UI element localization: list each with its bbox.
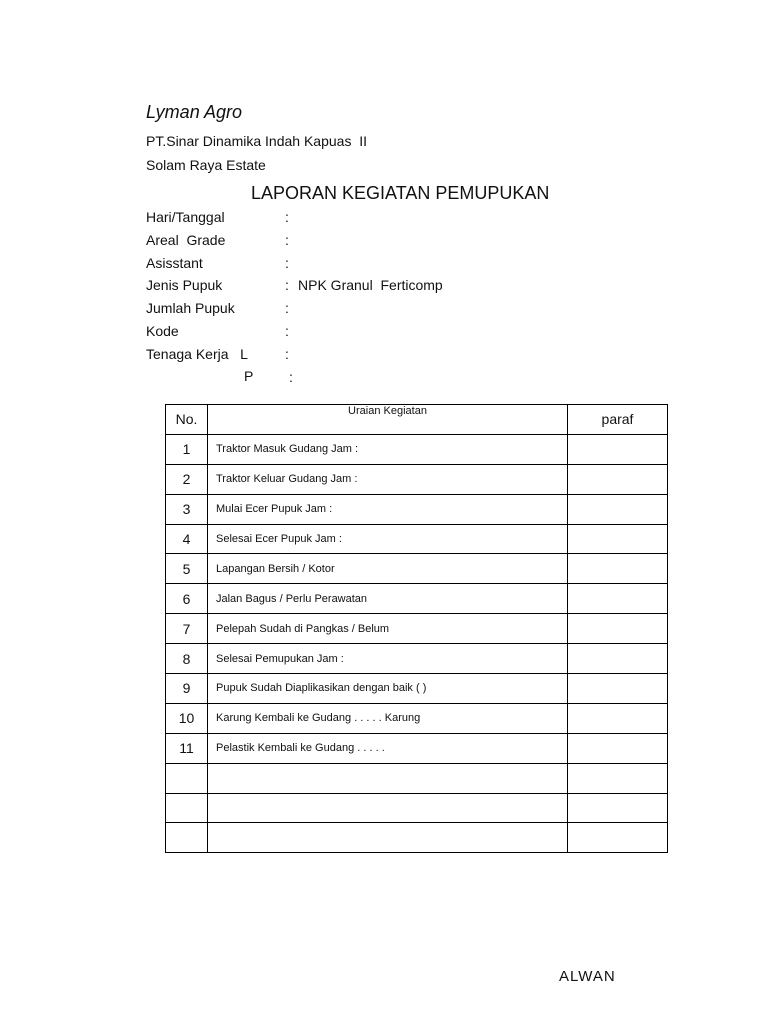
table-row xyxy=(166,703,668,733)
header-no: No. xyxy=(166,405,208,435)
field-label-tenaga-kerja-p: P xyxy=(244,368,254,384)
row-desc: Pupuk Sudah Diaplikasikan dengan baik ( ) xyxy=(208,674,568,704)
row-no: 1 xyxy=(166,434,208,464)
row-desc: Traktor Keluar Gudang Jam : xyxy=(208,464,568,494)
footer-name: ALWAN xyxy=(559,968,616,985)
row-no: 6 xyxy=(166,584,208,614)
row-no: 9 xyxy=(166,674,208,704)
field-colon: : xyxy=(285,277,289,293)
field-colon: : xyxy=(285,209,289,225)
header-paraf: paraf xyxy=(568,405,668,435)
field-colon: : xyxy=(289,369,293,385)
table-row xyxy=(166,464,668,494)
row-desc: Lapangan Bersih / Kotor xyxy=(208,554,568,584)
row-desc: Jalan Bagus / Perlu Perawatan xyxy=(208,584,568,614)
row-desc: Pelastik Kembali ke Gudang . . . . . xyxy=(208,733,568,763)
row-desc: Traktor Masuk Gudang Jam : xyxy=(208,434,568,464)
row-no: 8 xyxy=(166,644,208,674)
row-paraf xyxy=(568,494,668,524)
row-desc: Selesai Ecer Pupuk Jam : xyxy=(208,524,568,554)
field-colon: : xyxy=(285,323,289,339)
row-no xyxy=(166,823,208,853)
field-label-asisstant: Asisstant xyxy=(146,255,203,271)
row-paraf xyxy=(568,584,668,614)
row-no: 3 xyxy=(166,494,208,524)
table-row xyxy=(166,733,668,763)
field-value-jenis-pupuk: NPK Granul Ferticomp xyxy=(298,277,443,293)
row-paraf xyxy=(568,674,668,704)
row-paraf xyxy=(568,644,668,674)
row-paraf xyxy=(568,464,668,494)
row-paraf xyxy=(568,434,668,464)
estate-name: Solam Raya Estate xyxy=(146,157,266,173)
row-paraf xyxy=(568,554,668,584)
row-paraf xyxy=(568,763,668,793)
row-no: 10 xyxy=(166,703,208,733)
table-row xyxy=(166,524,668,554)
row-desc xyxy=(208,793,568,823)
field-label-hari-tanggal: Hari/Tanggal xyxy=(146,209,225,225)
row-desc xyxy=(208,823,568,853)
field-colon: : xyxy=(285,300,289,316)
row-no: 4 xyxy=(166,524,208,554)
subsidiary-name: PT.Sinar Dinamika Indah Kapuas II xyxy=(146,133,368,149)
table-row xyxy=(166,793,668,823)
field-label-jenis-pupuk: Jenis Pupuk xyxy=(146,277,223,293)
row-no xyxy=(166,763,208,793)
table-row xyxy=(166,554,668,584)
row-no xyxy=(166,793,208,823)
table-row xyxy=(166,584,668,614)
row-paraf xyxy=(568,703,668,733)
table-row xyxy=(166,644,668,674)
row-paraf xyxy=(568,793,668,823)
row-paraf xyxy=(568,823,668,853)
row-paraf xyxy=(568,614,668,644)
table-row xyxy=(166,823,668,853)
table-row xyxy=(166,494,668,524)
row-no: 5 xyxy=(166,554,208,584)
field-label-kode: Kode xyxy=(146,323,179,339)
field-colon: : xyxy=(285,346,289,362)
field-colon: : xyxy=(285,232,289,248)
company-name: Lyman Agro xyxy=(146,102,243,122)
field-label-jumlah-pupuk: Jumlah Pupuk xyxy=(146,300,235,316)
table-row xyxy=(166,434,668,464)
row-paraf xyxy=(568,733,668,763)
table-row xyxy=(166,614,668,644)
row-desc: Selesai Pemupukan Jam : xyxy=(208,644,568,674)
row-paraf xyxy=(568,524,668,554)
row-no: 11 xyxy=(166,733,208,763)
field-label-areal-grade: Areal Grade xyxy=(146,232,226,248)
table-row xyxy=(166,763,668,793)
row-desc: Mulai Ecer Pupuk Jam : xyxy=(208,494,568,524)
field-colon: : xyxy=(285,255,289,271)
row-desc: Pelepah Sudah di Pangkas / Belum xyxy=(208,614,568,644)
table-header-row xyxy=(166,405,668,435)
row-no: 7 xyxy=(166,614,208,644)
report-title: LAPORAN KEGIATAN PEMUPUKAN xyxy=(251,183,550,203)
row-desc: Karung Kembali ke Gudang . . . . . Karung xyxy=(208,703,568,733)
field-label-tenaga-kerja-l: Tenaga Kerja L xyxy=(146,346,248,362)
table-row xyxy=(166,674,668,704)
row-no: 2 xyxy=(166,464,208,494)
row-desc xyxy=(208,763,568,793)
activity-table xyxy=(165,404,668,853)
header-uraian-kegiatan: Uraian Kegiatan xyxy=(208,405,568,435)
